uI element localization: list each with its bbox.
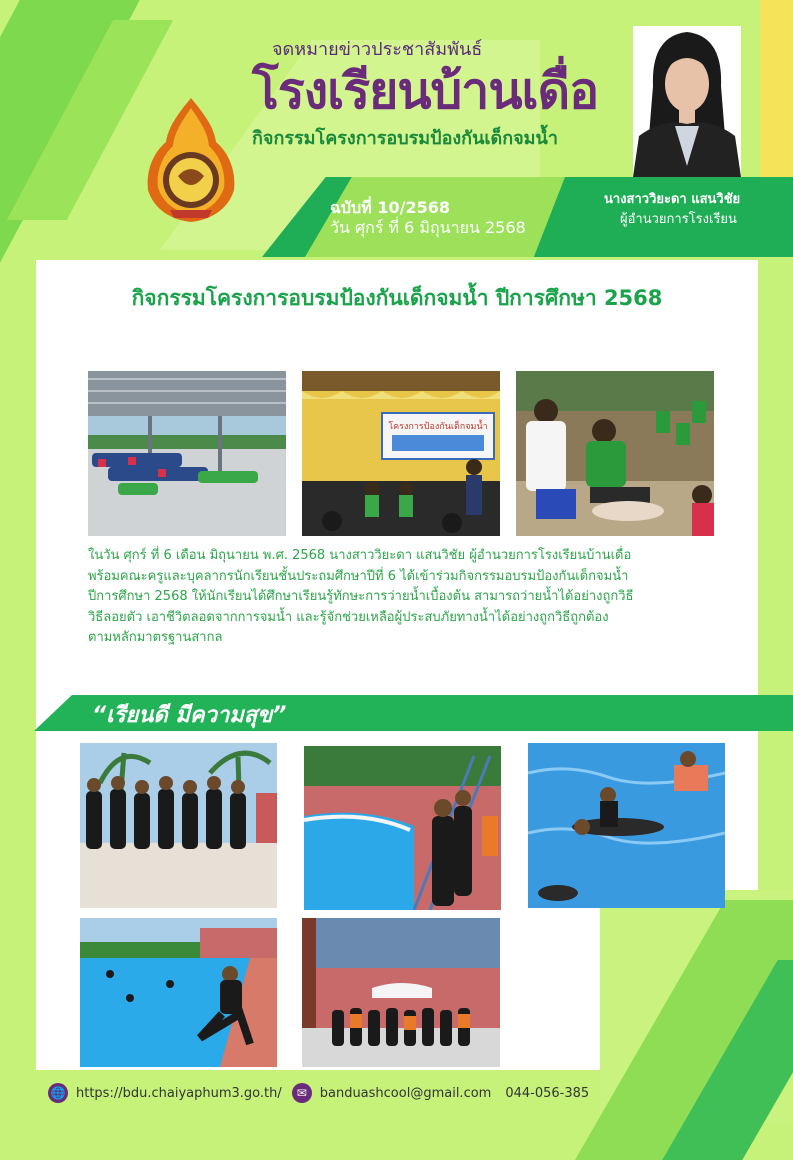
photo-group-under-tent: [302, 918, 500, 1067]
photo-students-by-pool: [80, 743, 277, 908]
photo-floating-practice: [528, 743, 725, 908]
footer-contact: [48, 1083, 589, 1103]
issue-date: วัน ศุกร์ ที่ 6 มิถุนายน 2568: [330, 218, 526, 237]
body-line: ตามหลักมาตรฐานสากล: [88, 630, 223, 645]
director-name: นางสาววิยะดา แสนวิชัย: [604, 192, 741, 207]
decor-yellow-bar: [760, 0, 793, 177]
newsletter-subtitle: จดหมายข่าวประชาสัมพันธ์: [272, 39, 483, 60]
school-name: โรงเรียนบ้านเดื่อ: [252, 62, 599, 120]
director-portrait: [633, 26, 741, 177]
body-line: พร้อมคณะครูและบุคลากรนักเรียนชั้นประถมศึกษาปีที่ 6 ได้เข้าร่วมกิจกรรมอบรมป้องกันเด็กจมน้ำ: [88, 568, 629, 584]
envelope-icon: ✉: [292, 1083, 312, 1103]
body-line: ปีการศึกษา 2568 ให้นักเรียนได้ศึกษาเรียนรู้ทักษะการว่ายน้ำเบื้องต้น สามารถว่ายน้ำได้อย่างถูกวิธี: [88, 589, 634, 604]
photo-stage-banner: [302, 371, 500, 536]
email-link[interactable]: banduashcool@gmail.com: [319, 1085, 492, 1101]
photo-students-under-shelter: [88, 371, 286, 536]
slogan-text: “เรียนดี มีความสุข”: [92, 703, 287, 728]
body-line: ในวัน ศุกร์ ที่ 6 เดือน มิถุนายน พ.ศ. 2568 นางสาววิยะดา แสนวิชัย ผู้อำนวยการโรงเรียนบ้านเดื่อ: [88, 548, 632, 563]
globe-icon: 🌐: [48, 1083, 68, 1103]
photo-swimming-pool: [80, 918, 277, 1067]
issue-number: ฉบับที่ 10/2568: [330, 198, 450, 217]
photo-pool-lineup: [304, 746, 501, 910]
phone-number: 044-056-385: [505, 1085, 590, 1101]
article-body: [88, 546, 758, 649]
body-line: วิธีลอยตัว เอาชีวิตลอดจากการจมน้ำ และรู้จักช่วยเหลือผู้ประสบภัยทางน้ำได้อย่างถูกวิธีถูกต้อง: [88, 609, 609, 625]
stage-banner-text: โครงการป้องกันเด็กจมน้ำ: [388, 422, 488, 432]
website-link[interactable]: https://bdu.chaiyaphum3.go.th/: [76, 1085, 282, 1101]
director-role: ผู้อำนวยการโรงเรียน: [620, 212, 737, 227]
school-emblem: [146, 98, 236, 222]
activity-title: กิจกรรมโครงการอบรมป้องกันเด็กจมน้ำ: [252, 128, 558, 149]
photo-cpr-training: [516, 371, 714, 536]
article-title: กิจกรรมโครงการอบรมป้องกันเด็กจมน้ำ ปีการศึกษา 2568: [131, 286, 663, 310]
